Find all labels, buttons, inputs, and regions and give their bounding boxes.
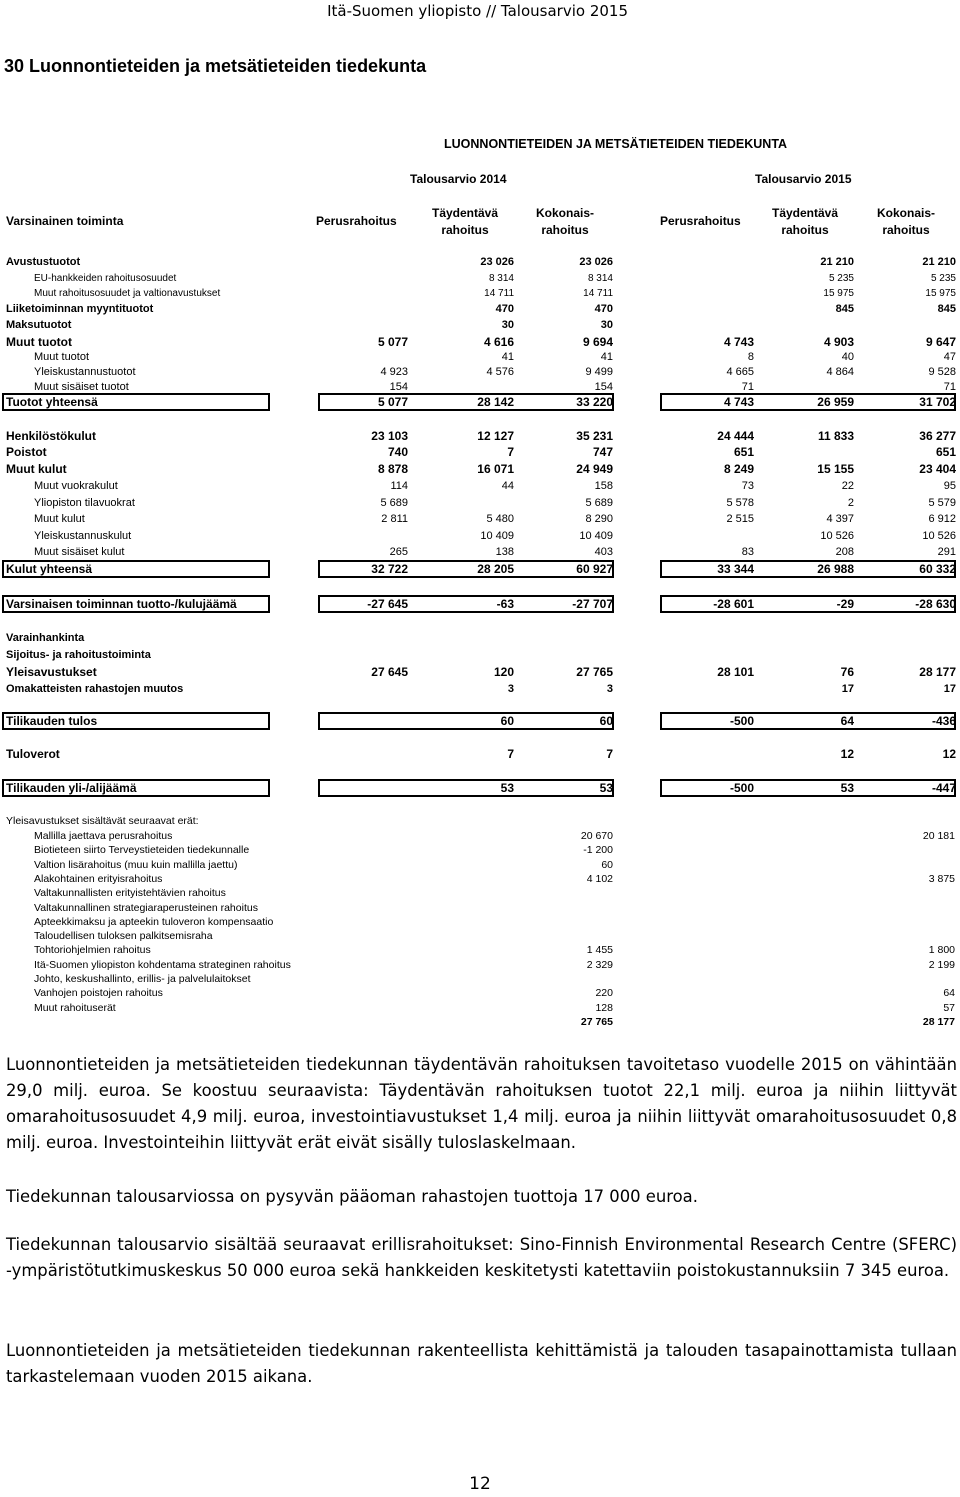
cell-value: 28 101 [717, 665, 754, 679]
item-value-2014: 1 455 [586, 944, 613, 957]
item-value-2014: 60 [601, 858, 613, 871]
cell-value: 24 949 [576, 462, 613, 476]
table-row [0, 335, 960, 350]
row-label: Muut tuotot [6, 335, 72, 349]
cell-value: 10 409 [480, 530, 514, 542]
cell-value: 9 694 [582, 335, 613, 349]
cell-value: 5 578 [726, 497, 754, 509]
cell-value: 30 [501, 319, 514, 331]
cell-value: 4 665 [726, 366, 754, 378]
row-label: Liiketoiminnan myyntituotot [6, 303, 154, 315]
table-row [0, 445, 960, 460]
col-tayd-2014-line1: Täydentävä [431, 206, 499, 220]
cell-value: 5 235 [930, 273, 956, 284]
cell-value: 12 [840, 747, 854, 761]
cell-value: 3 [606, 683, 613, 695]
cell-value: 8 [747, 351, 754, 363]
list-item [0, 1001, 960, 1015]
cell-value: 23 404 [919, 462, 956, 476]
table-row [0, 597, 960, 612]
row-label: Tuloverot [6, 747, 60, 761]
cell-value: 60 [500, 714, 514, 728]
cell-value: 30 [600, 319, 613, 331]
row-label: Muut vuokrakulut [34, 480, 118, 492]
cell-value: 3 [507, 683, 514, 695]
row-label: Kulut yhteensä [6, 562, 93, 576]
cell-value: 10 526 [820, 530, 854, 542]
cell-value: 44 [501, 480, 514, 492]
item-label: Valtion lisärahoitus (muu kuin mallilla jaettu) [34, 858, 238, 871]
cell-value: -447 [931, 781, 956, 795]
row-label: Muut rahoitusosuudet ja valtionavustukset [34, 288, 221, 299]
row-label: Maksutuotot [6, 319, 72, 331]
row-label: Avustustuotot [6, 256, 81, 268]
cell-value: 4 397 [826, 513, 854, 525]
cell-value: 7 [507, 445, 514, 459]
list-item [0, 829, 960, 843]
cell-value: 16 071 [477, 462, 514, 476]
cell-value: 23 103 [371, 429, 408, 443]
cell-value: 7 [606, 747, 613, 761]
cell-value: 291 [937, 546, 956, 558]
cell-value: 265 [389, 546, 408, 558]
cell-value: 21 210 [820, 256, 854, 268]
yleis-total-2015: 28 177 [922, 1016, 955, 1028]
cell-value: 9 647 [925, 335, 956, 349]
cell-value: 2 515 [726, 513, 754, 525]
page-number: 12 [469, 1474, 491, 1494]
year-2015-header: Talousarvio 2015 [755, 172, 852, 186]
paragraph-kehittaminen: Luonnontieteiden ja metsätieteiden tiedekunnan rakenteellista kehittämistä ja talouden tasapainottamista tullaan tarkastelemaan vuoden 2015 aikana. [6, 1341, 957, 1386]
cell-value: -500 [729, 781, 754, 795]
table-row [0, 529, 960, 544]
cell-value: 21 210 [922, 256, 956, 268]
paragraph-erillisrahoitukset: Tiedekunnan talousarvio sisältää seuraavat erillisrahoitukset: Sino-Finnish Environmental Research Centre (SFERC) -ympäristötutkimuskeskus 50 000 euroa sekä hankkeiden keskitetysti katettaviin poistokustannuksiin 7 345 euroa. [6, 1235, 957, 1280]
cell-value: 470 [495, 303, 514, 315]
cell-value: 26 959 [817, 395, 854, 409]
table-row [0, 380, 960, 395]
cell-value: 740 [387, 445, 408, 459]
cell-value: 403 [594, 546, 613, 558]
row-label: Muut sisäiset kulut [34, 546, 125, 558]
cell-value: 12 [942, 747, 956, 761]
section-title: 30 Luonnontieteiden ja metsätieteiden tiedekunta [4, 56, 427, 76]
table-row [0, 429, 960, 444]
cell-value: 5 689 [585, 497, 613, 509]
col-kok-2014-line1: Kokonais- [535, 206, 594, 220]
cell-value: 651 [935, 445, 956, 459]
row-label: Yleisavustukset [6, 665, 97, 679]
cell-value: 8 314 [587, 273, 613, 284]
item-value-2015: 2 199 [928, 958, 955, 971]
list-item [0, 986, 960, 1000]
cell-value: -436 [931, 714, 956, 728]
cell-value: -29 [836, 597, 854, 611]
table-row [0, 682, 960, 697]
col-tayd-2014-line2: rahoitus [441, 223, 489, 237]
cell-value: 9 499 [585, 366, 613, 378]
cell-value: 12 127 [477, 429, 514, 443]
cell-value: 4 616 [483, 335, 514, 349]
cell-value: 158 [594, 480, 613, 492]
cell-value: 33 220 [576, 395, 613, 409]
yleis-heading: Yleisavustukset sisältävät seuraavat erät: [6, 815, 199, 827]
col-kok-2015-line2: rahoitus [882, 223, 930, 237]
cell-value: 76 [840, 665, 854, 679]
row-label: Muut sisäiset tuotot [34, 381, 129, 393]
col-kok-2015-line1: Kokonais- [876, 206, 935, 220]
item-value-2014: 2 329 [586, 958, 613, 971]
table-row [0, 512, 960, 527]
row-label: Yliopiston tilavuokrat [34, 497, 135, 509]
running-header: Itä-Suomen yliopisto // Talousarvio 2015 [327, 2, 628, 20]
cell-value: 15 155 [817, 462, 854, 476]
cell-value: 47 [943, 351, 956, 363]
item-label: Tohtoriohjelmien rahoitus [34, 944, 151, 957]
row-label: Sijoitus- ja rahoitustoiminta [6, 649, 151, 661]
cell-value: 114 [390, 480, 408, 492]
item-label: Apteekkimaksu ja apteekin tuloveron kompensaatio [34, 915, 274, 928]
item-value-2015: 20 181 [922, 830, 955, 842]
cell-value: 470 [594, 303, 613, 315]
table-row [0, 781, 960, 796]
item-label: Muut rahoituserät [34, 1001, 116, 1014]
cell-value: 5 579 [928, 497, 956, 509]
list-item [0, 886, 960, 900]
item-label: Valtakunnallinen strategiaraperusteinen rahoitus [34, 901, 258, 914]
row-label: Yleiskustannuskulut [34, 530, 132, 542]
row-label: Muut kulut [6, 462, 67, 476]
row-label: Muut kulut [34, 513, 85, 525]
table-row [0, 271, 960, 286]
table-row [0, 562, 960, 577]
cell-value: 5 480 [486, 513, 514, 525]
list-item [0, 972, 960, 986]
table-row [0, 255, 960, 270]
list-item [0, 943, 960, 957]
cell-value: 845 [937, 303, 956, 315]
cell-value: 14 711 [583, 288, 613, 299]
cell-value: 17 [943, 683, 956, 695]
cell-value: 154 [389, 381, 408, 393]
cell-value: 53 [500, 781, 514, 795]
year-2014-header: Talousarvio 2014 [410, 172, 507, 186]
cell-value: 26 988 [817, 562, 854, 576]
list-item [0, 872, 960, 886]
list-item [0, 915, 960, 929]
cell-value: 8 249 [723, 462, 754, 476]
row-label: Varainhankinta [6, 632, 85, 644]
cell-value: 120 [493, 665, 514, 679]
table-row [0, 648, 960, 663]
cell-value: 71 [943, 381, 956, 393]
item-value-2014: 20 670 [580, 830, 613, 842]
cell-value: 36 277 [919, 429, 956, 443]
row-label: Muut tuotot [34, 351, 90, 363]
cell-value: 53 [599, 781, 613, 795]
cell-value: 60 927 [576, 562, 613, 576]
cell-value: 5 689 [380, 497, 408, 509]
cell-value: 8 290 [585, 513, 613, 525]
list-item [0, 858, 960, 872]
cell-value: 5 235 [828, 273, 854, 284]
item-value-2014: 220 [595, 987, 613, 1000]
table-row [0, 302, 960, 317]
item-label: Johto, keskushallinto, erillis- ja palvelulaitokset [34, 973, 251, 985]
cell-value: 22 [841, 480, 854, 492]
table-row [0, 462, 960, 477]
table-row [0, 665, 960, 680]
table-row [0, 631, 960, 646]
yleis-total-2014: 27 765 [580, 1016, 613, 1028]
cell-value: 11 833 [817, 429, 854, 443]
cell-value: 41 [501, 351, 514, 363]
list-item [0, 901, 960, 915]
item-label: Vanhojen poistojen rahoitus [34, 987, 163, 1000]
cell-value: 23 026 [579, 256, 613, 268]
cell-value: 60 [599, 714, 613, 728]
cell-value: 5 077 [377, 395, 408, 409]
row-header: Varsinainen toiminta [6, 214, 124, 228]
row-label: Tilikauden tulos [6, 714, 98, 728]
row-label: Poistot [6, 445, 47, 459]
row-label: Tuotot yhteensä [6, 395, 98, 409]
col-tayd-2015-line1: Täydentävä [771, 206, 839, 220]
item-value-2015: 3 875 [928, 872, 955, 885]
table-row [0, 350, 960, 365]
cell-value: 747 [592, 445, 613, 459]
cell-value: 41 [600, 351, 613, 363]
table-row [0, 479, 960, 494]
col-perus-2015: Perusrahoitus [660, 214, 741, 228]
cell-value: 8 314 [488, 273, 514, 284]
row-label: Tilikauden yli-/alijäämä [6, 781, 137, 795]
cell-value: 2 811 [381, 513, 408, 525]
cell-value: 17 [841, 683, 854, 695]
col-kok-2014-line2: rahoitus [541, 223, 589, 237]
cell-value: 4 864 [826, 366, 854, 378]
cell-value: 10 526 [922, 530, 956, 542]
cell-value: 27 765 [576, 665, 613, 679]
cell-value: -500 [729, 714, 754, 728]
cell-value: 5 077 [377, 335, 408, 349]
cell-value: 6 912 [928, 513, 956, 525]
cell-value: 14 711 [484, 288, 514, 299]
list-item [0, 843, 960, 857]
unit-title: LUONNONTIETEIDEN JA METSÄTIETEIDEN TIEDEKUNTA [444, 137, 788, 151]
row-label: Yleiskustannustuotot [34, 366, 136, 378]
cell-value: 24 444 [717, 429, 754, 443]
cell-value: 4 743 [723, 395, 754, 409]
cell-value: 60 332 [919, 562, 956, 576]
cell-value: 95 [943, 480, 956, 492]
cell-value: 64 [840, 714, 854, 728]
cell-value: 15 975 [823, 288, 854, 299]
table-row [0, 395, 960, 410]
row-label: Varsinaisen toiminnan tuotto-/kulujäämä [6, 597, 237, 611]
cell-value: 28 177 [919, 665, 956, 679]
list-item [0, 958, 960, 972]
cell-value: -28 601 [713, 597, 754, 611]
cell-value: 154 [594, 381, 613, 393]
item-value-2015: 1 800 [928, 944, 955, 957]
cell-value: 4 743 [723, 335, 754, 349]
cell-value: 35 231 [576, 429, 613, 443]
table-row [0, 496, 960, 511]
row-label: EU-hankkeiden rahoitusosuudet [34, 273, 177, 284]
cell-value: 7 [507, 747, 514, 761]
item-label: Itä-Suomen yliopiston kohdentama strateginen rahoitus [34, 958, 291, 971]
table-row [0, 365, 960, 380]
cell-value: -27 707 [572, 597, 613, 611]
paragraph-tavoitetaso: Luonnontieteiden ja metsätieteiden tiedekunnan täydentävän rahoituksen tavoitetaso vuodelle 2015 on vähintään 29,0 milj. euroa. Se koostuu seuraavista: Täydentävän rahoituksen tuotot 22,1 milj. euroa ja niihin liittyvät omarahoitusosuudet 4,9 milj. euroa, investointiavustukset 1,4 milj. euroa ja niihin liittyvät omarahoitusosuudet 0,8 milj. euroa. Investointeihin liittyvät erät eivät sisälly tuloslaskelmaan. [6, 1055, 957, 1152]
item-label: Alakohtainen erityisrahoitus [34, 872, 163, 885]
table-row [0, 318, 960, 333]
item-value-2014: -1 200 [583, 844, 613, 857]
cell-value: 27 645 [371, 665, 408, 679]
cell-value: 9 528 [928, 366, 956, 378]
row-label: Henkilöstökulut [6, 429, 97, 443]
item-label: Mallilla jaettava perusrahoitus [34, 830, 173, 842]
cell-value: 28 205 [477, 562, 514, 576]
cell-value: 4 576 [486, 366, 514, 378]
table-row [0, 747, 960, 762]
cell-value: 10 409 [579, 530, 613, 542]
cell-value: 53 [840, 781, 854, 795]
cell-value: 8 878 [377, 462, 408, 476]
item-label: Biotieteen siirto Terveystieteiden tiedekunnalle [34, 844, 250, 857]
item-label: Valtakunnallisten erityistehtävien rahoitus [34, 887, 226, 900]
cell-value: 845 [835, 303, 854, 315]
cell-value: -27 645 [367, 597, 408, 611]
cell-value: 651 [733, 445, 754, 459]
item-value-2015: 57 [943, 1001, 955, 1014]
cell-value: 23 026 [480, 256, 514, 268]
row-label: Omakatteisten rahastojen muutos [6, 683, 184, 695]
cell-value: 138 [495, 546, 514, 558]
table-row [0, 714, 960, 729]
cell-value: 71 [741, 381, 754, 393]
cell-value: 31 702 [919, 395, 956, 409]
item-value-2015: 64 [943, 987, 955, 1000]
col-tayd-2015-line2: rahoitus [781, 223, 829, 237]
cell-value: 32 722 [371, 562, 408, 576]
table-row [0, 286, 960, 301]
cell-value: 28 142 [477, 395, 514, 409]
cell-value: -63 [496, 597, 514, 611]
list-item [0, 929, 960, 943]
table-row [0, 545, 960, 560]
col-perus-2014: Perusrahoitus [316, 214, 397, 228]
cell-value: 4 903 [823, 335, 854, 349]
item-value-2014: 128 [595, 1001, 613, 1014]
cell-value: -28 630 [915, 597, 956, 611]
cell-value: 4 923 [380, 366, 408, 378]
cell-value: 33 344 [717, 562, 754, 576]
cell-value: 208 [835, 546, 854, 558]
cell-value: 83 [741, 546, 754, 558]
cell-value: 15 975 [925, 288, 956, 299]
cell-value: 40 [841, 351, 854, 363]
cell-value: 2 [847, 497, 854, 509]
item-label: Taloudellisen tuloksen palkitsemisraha [34, 930, 213, 943]
paragraph-rahastot: Tiedekunnan talousarviossa on pysyvän pääoman rahastojen tuottoja 17 000 euroa. [6, 1187, 698, 1206]
item-value-2014: 4 102 [586, 872, 613, 885]
cell-value: 73 [741, 480, 754, 492]
